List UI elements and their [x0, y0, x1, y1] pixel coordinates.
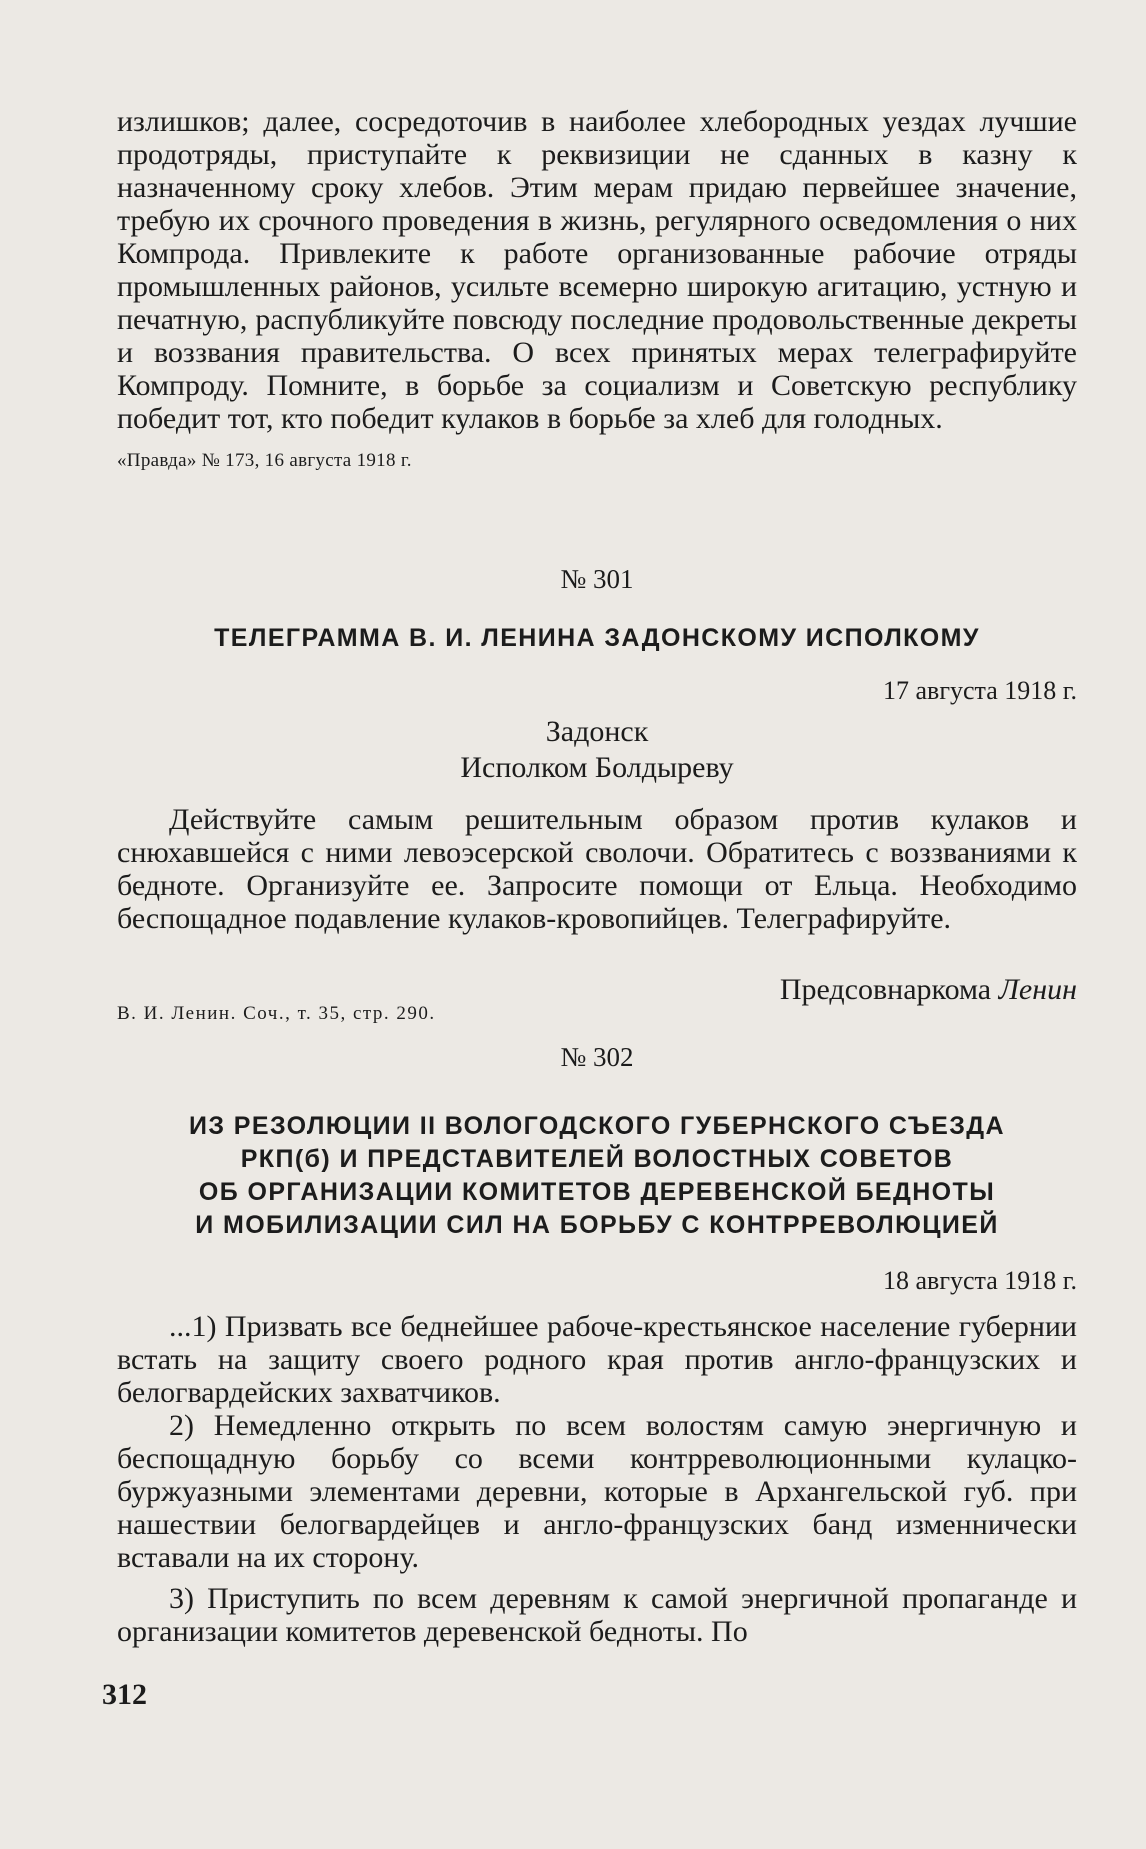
address-place: Задонск: [545, 715, 649, 748]
title-line-2: РКП(б) И ПРЕДСТАВИТЕЛЕЙ ВОЛОСТНЫХ СОВЕТОВ: [240, 1145, 954, 1173]
title-line-1: ИЗ РЕЗОЛЮЦИИ II ВОЛОГОДСКОГО ГУБЕРНСКОГО СЪЕЗДА: [189, 1112, 1005, 1140]
document-number: № 302: [560, 1042, 634, 1072]
resolution-item-3: 3) Приступить по всем деревням к самой энергичной пропаганде и организации комитетов деревенской бедноты. По: [117, 1582, 1077, 1648]
doc-302-date: [117, 1266, 1077, 1296]
doc-302-number: [117, 1042, 1077, 1073]
continuation-paragraph: излишков; далее, сосредоточив в наиболее хлебородных уездах лучшие продотряды, приступайте к реквизиции не сданных в казну к назначенному сроку хлебов. Этим мерам придаю первейшее значение, требую их срочного проведения в жизнь, регулярного осведомления о них Компрода. Привлеките к работе организованные рабочие отряды промышленных районов, усильте всемерно широкую агитацию, устную и печатную, распубликуйте повсюду последние продовольственные декреты и воззвания правительства. О всех принятых мерах телеграфируйте Компроду. Помните, в борьбе за социализм и Советскую республику победит тот, кто победит кулаков в борьбе за хлеб для голодных.: [117, 105, 1077, 435]
resolution-item-2: 2) Немедленно открыть по всем волостям самую энергичную и беспощадную борьбу со всеми контрреволюционными кулацко-буржуазными элементами деревни, которые в Архангельской губ. при нашествии белогвардейцев и англо-французских банд изменнически вставали на их сторону.: [117, 1409, 1077, 1574]
doc-301-body: [117, 803, 1077, 935]
document-title: ТЕЛЕГРАММА В. И. ЛЕНИНА ЗАДОНСКОМУ ИСПОЛКОМУ: [214, 624, 980, 652]
signature-name: Ленин: [998, 973, 1077, 1006]
resolution-item-1: ...1) Призвать все беднейшее рабоче-крестьянское население губернии встать на защиту своего родного края против англо-французских и белогвардейских захватчиков.: [117, 1310, 1077, 1409]
doc-301-title: [117, 622, 1077, 655]
source-reference: В. И. Ленин. Соч., т. 35, стр. 290.: [117, 1003, 436, 1024]
doc-301-source: [117, 1002, 517, 1026]
document-number: № 301: [560, 564, 634, 594]
doc-301-date: [117, 676, 1077, 706]
title-line-3: ОБ ОРГАНИЗАЦИИ КОМИТЕТОВ ДЕРЕВЕНСКОЙ БЕДНОТЫ: [198, 1178, 996, 1206]
doc-302-body: [117, 1310, 1077, 1648]
doc-301-address: [117, 714, 1077, 786]
doc-302-title: [117, 1110, 1077, 1242]
page-number: 312: [102, 1678, 147, 1711]
continuation-source: «Правда» № 173, 16 августа 1918 г.: [117, 450, 412, 471]
doc-301-number: [117, 564, 1077, 595]
document-date: 18 августа 1918 г.: [883, 1266, 1077, 1295]
continuation-block: [117, 105, 1077, 473]
title-line-4: И МОБИЛИЗАЦИИ СИЛ НА БОРЬБУ С КОНТРРЕВОЛЮЦИЕЙ: [195, 1211, 999, 1239]
signature-position: Предсовнаркома: [779, 973, 992, 1006]
telegram-text: Действуйте самым решительным образом против кулаков и снюхавшейся с ними левоэсерской сволочи. Обратитесь с воззваниями к бедноте. Организуйте ее. Запросите помощи от Ельца. Необходимо беспощадное подавление кулаков-кровопийцев. Телеграфируйте.: [117, 803, 1077, 935]
address-to: Исполком Болдыреву: [460, 751, 734, 784]
document-date: 17 августа 1918 г.: [883, 676, 1077, 705]
